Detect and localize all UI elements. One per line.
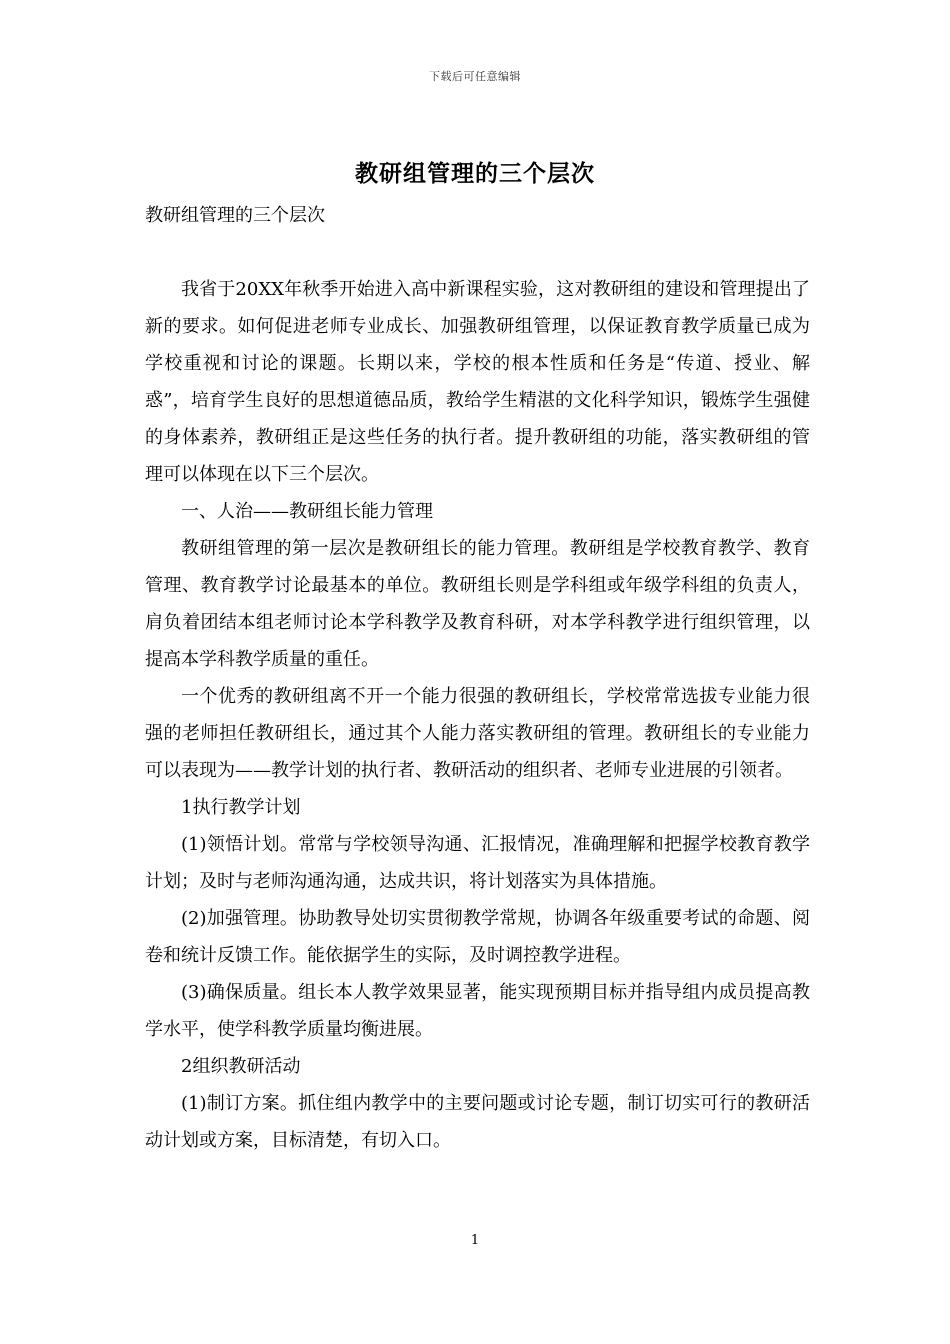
- paragraph-leader-ability: 一个优秀的教研组离不开一个能力很强的教研组长，学校常常选拔专业能力很强的老师担任教研组长，通过其个人能力落实教研组的管理。教研组长的专业能力可以表现为——教学计划的执行者、教研活动的组织者、老师专业进展的引领者。: [145, 686, 810, 781]
- header-note: 下载后可任意编辑: [429, 70, 521, 83]
- subsection-heading-1: 1执行教学计划: [181, 797, 301, 818]
- paragraph-intro: 我省于20XX年秋季开始进入高中新课程实验，这对教研组的建设和管理提出了新的要求。如何促进老师专业成长、加强教研组管理，以保证教育教学质量已成为学校重视和讨论的课题。长期以来，学校的根本性质和任务是“传道、授业、解惑”，培育学生良好的思想道德品质，教给学生精湛的文化科学知识，锻炼学生强健的身体素养，教研组正是这些任务的执行者。提升教研组的功能，落实教研组的管理可以体现在以下三个层次。: [145, 279, 810, 485]
- paragraph-leader-role: 教研组管理的第一层次是教研组长的能力管理。教研组是学校教育教学、教育管理、教育教学讨论最基本的单位。教研组长则是学科组或年级学科组的负责人，肩负着团结本组老师讨论本学科教学及教育科研，对本学科教学进行组织管理，以提高本学科教学质量的重任。: [145, 538, 810, 670]
- page-number: 1: [470, 1233, 480, 1248]
- list-item-2-1: (1)制订方案。抓住组内教学中的主要问题或讨论专题，制订切实可行的教研活动计划或方案，目标清楚，有切入口。: [145, 1093, 810, 1151]
- list-item-1-1: (1)领悟计划。常常与学校领导沟通、汇报情况，准确理解和把握学校教育教学计划；及时与老师沟通沟通，达成共识，将计划落实为具体措施。: [145, 834, 810, 892]
- subsection-heading-2: 2组织教研活动: [181, 1056, 301, 1077]
- section-heading-1: 一、人治——教研组长能力管理: [181, 501, 433, 522]
- document-subtitle: 教研组管理的三个层次: [145, 205, 325, 226]
- document-title: 教研组管理的三个层次: [355, 160, 595, 187]
- document-body: [145, 197, 810, 1159]
- list-item-1-3: (3)确保质量。组长本人教学效果显著，能实现预期目标并指导组内成员提高教学水平，使学科教学质量均衡进展。: [145, 982, 810, 1040]
- list-item-1-2: (2)加强管理。协助教导处切实贯彻教学常规，协调各年级重要考试的命题、阅卷和统计反馈工作。能依据学生的实际，及时调控教学进程。: [145, 908, 810, 966]
